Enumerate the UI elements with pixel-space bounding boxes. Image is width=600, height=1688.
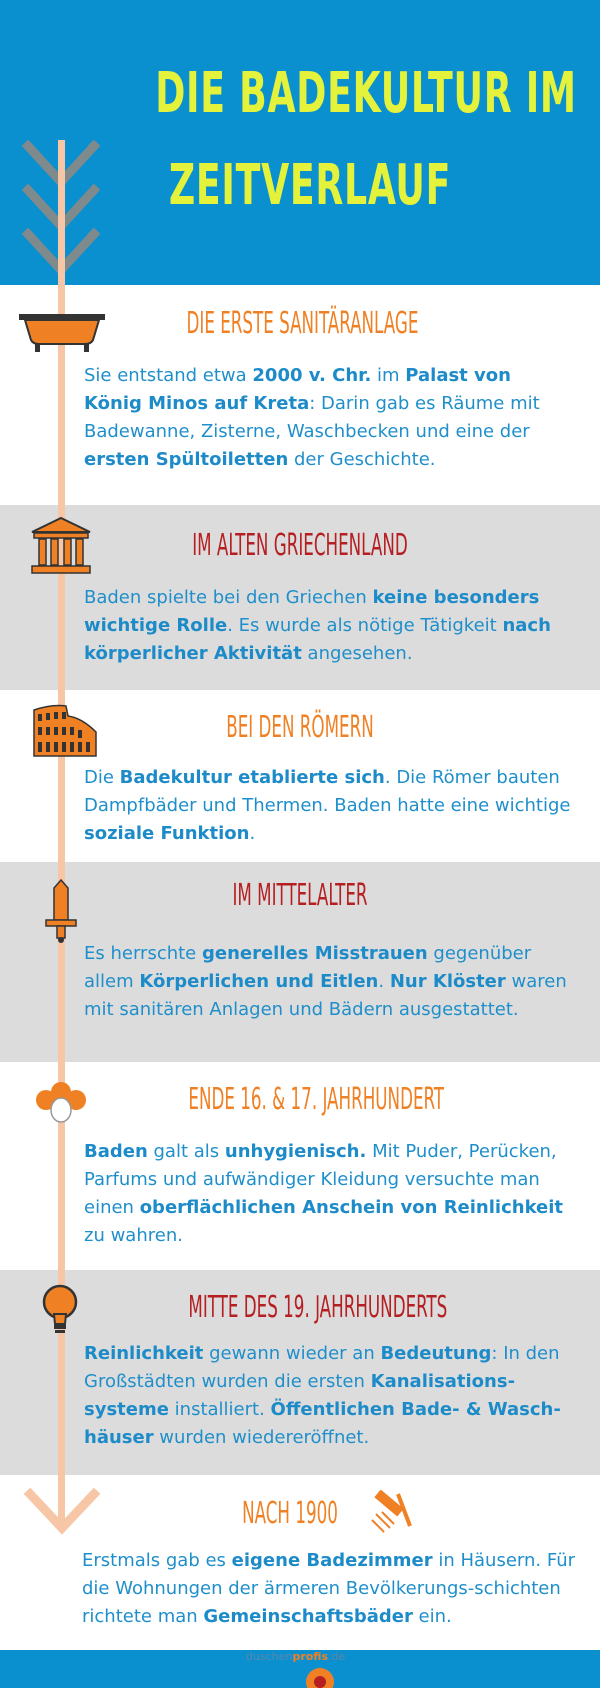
brand-mascot-icon — [304, 1666, 336, 1688]
greek-temple-icon — [30, 516, 92, 576]
brand-logo[interactable]: duschenprofis.de — [246, 1650, 346, 1663]
timeline-arrow-down-icon — [24, 1488, 100, 1536]
bathtub-icon — [17, 310, 107, 354]
sword-icon — [44, 878, 78, 944]
shower-head-icon — [370, 1490, 416, 1536]
page-title — [155, 48, 577, 232]
section-title: IM MITTELALTER — [232, 878, 368, 913]
title-line-2: ZEITVERLAUF — [168, 153, 452, 218]
section-title: ENDE 16. & 17. JAHRHUNDERT — [188, 1082, 445, 1117]
section-title: IM ALTEN GRIECHENLAND — [192, 528, 408, 563]
section-text: Baden galt als unhygienisch. Mit Puder, Perücken, Parfums und aufwändiger Kleidung versuchte man einen oberflächlichen Anschein von Reinlichkeit zu wahren. — [84, 1141, 564, 1246]
title-line-1: DIE BADEKULTUR IM — [155, 61, 577, 126]
section-title: MITTE DES 19. JAHRHUNDERTS — [188, 1290, 448, 1325]
wig-icon — [33, 1080, 89, 1124]
colosseum-icon — [32, 702, 98, 758]
section-title: BEI DEN RÖMERN — [226, 710, 374, 745]
header-banner — [0, 0, 600, 285]
section-text: Es herrschte generelles Misstrauen gegenüber allem Körperlichen und Eitlen. Nur Klöster waren mit sanitären Anlagen und Bädern ausgestattet. — [84, 943, 567, 1020]
section-text: Die Badekultur etablierte sich. Die Römer bauten Dampfbäder und Thermen. Baden hatte eine wichtige soziale Funktion. — [84, 767, 571, 844]
section-title: DIE ERSTE SANITÄRANLAGE — [186, 306, 419, 341]
section-title: NACH 1900 — [242, 1496, 338, 1531]
section-text: Reinlichkeit gewann wieder an Bedeutung: In den Großstädten wurden die ersten Kanalisations-systeme installiert. Öffentlichen Bade- & Wasch-häuser wurden wiedereröffnet. — [84, 1343, 561, 1448]
section-text: Baden spielte bei den Griechen keine besonders wichtige Rolle. Es wurde als nötige Tätigkeit nach körperlicher Aktivität angesehen. — [84, 587, 551, 664]
section-text: Erstmals gab es eigene Badezimmer in Häusern. Für die Wohnungen der ärmeren Bevölkerungs-schichten richtete man Gemeinschaftsbäder ein. — [82, 1550, 576, 1627]
section-text: Sie entstand etwa 2000 v. Chr. im Palast von König Minos auf Kreta: Darin gab es Räume mit Badewanne, Zisterne, Waschbecken und eine der ersten Spültoiletten der Geschichte. — [84, 365, 540, 470]
lightbulb-icon — [40, 1284, 80, 1336]
